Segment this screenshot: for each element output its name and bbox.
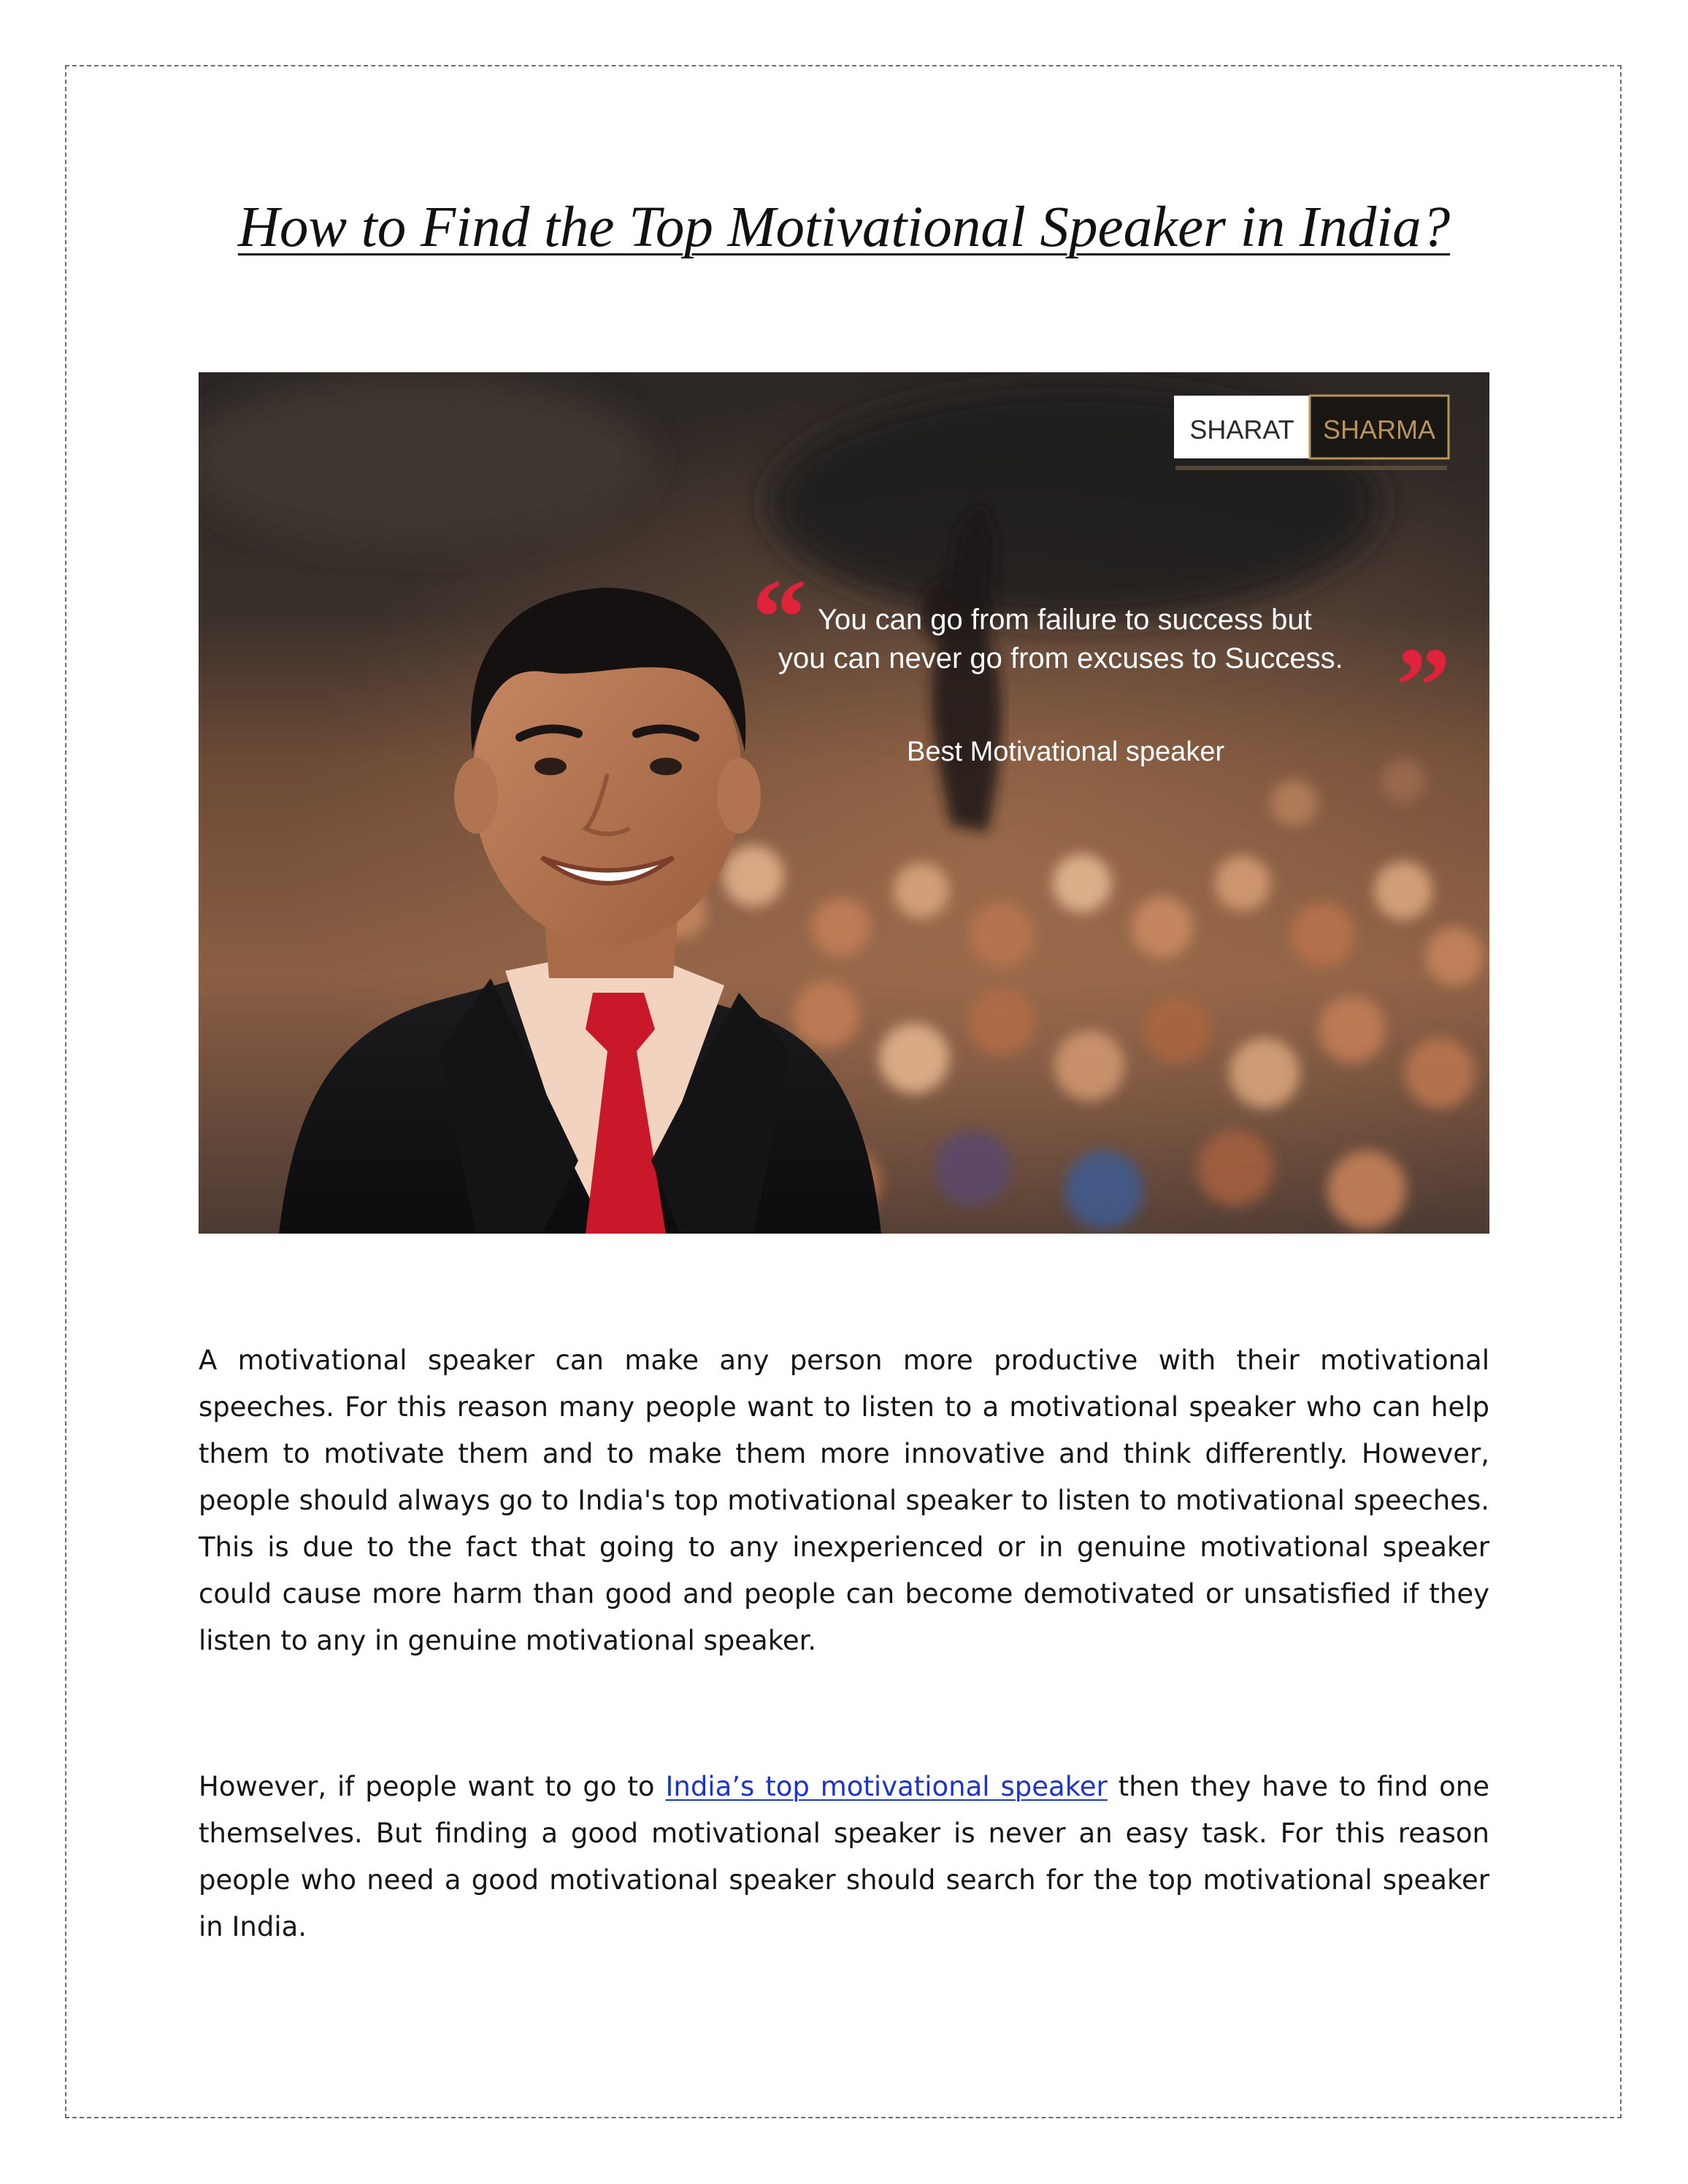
svg-text:SHARAT: SHARAT [1189, 415, 1294, 445]
paragraph-finding-end: then they have to find one themselves. But finding a good motivational speaker is never an easy task. For this reason people who need a good motivational speaker should search for the top motivational speaker in India. [199, 1771, 1489, 1942]
top-speaker-link[interactable]: India’s top motivational speaker [665, 1771, 1108, 1802]
close-quote-mark: ” [1396, 626, 1451, 747]
hero-caption: Best Motivational speaker [907, 737, 1225, 767]
paragraph-finding [199, 1764, 1489, 1950]
quote-line-2: you can never go from excuses to Success. [778, 642, 1343, 674]
paragraph-finding-start: However, if people want to go to [199, 1771, 666, 1802]
page-title: How to Find the Top Motivational Speaker in India? [237, 196, 1451, 259]
hero-image [199, 372, 1489, 1234]
svg-text:SHARMA: SHARMA [1322, 415, 1436, 445]
open-quote-mark: “ [752, 557, 807, 678]
quote-line-1: You can go from failure to success but [818, 604, 1312, 636]
paragraph-intro: A motivational speaker can make any person more productive with their motivational speeches. For this reason many people want to listen to a motivational speaker who can help them to motivate them and to make them more innovative and think differently. However, people should always go to India's top motivational speaker to listen to motivational speeches. This is due to the fact that going to any inexperienced or in genuine motivational speaker could cause more harm than good and people can become demotivated or unsatisfied if they listen to any in genuine motivational speaker. [199, 1345, 1489, 1656]
